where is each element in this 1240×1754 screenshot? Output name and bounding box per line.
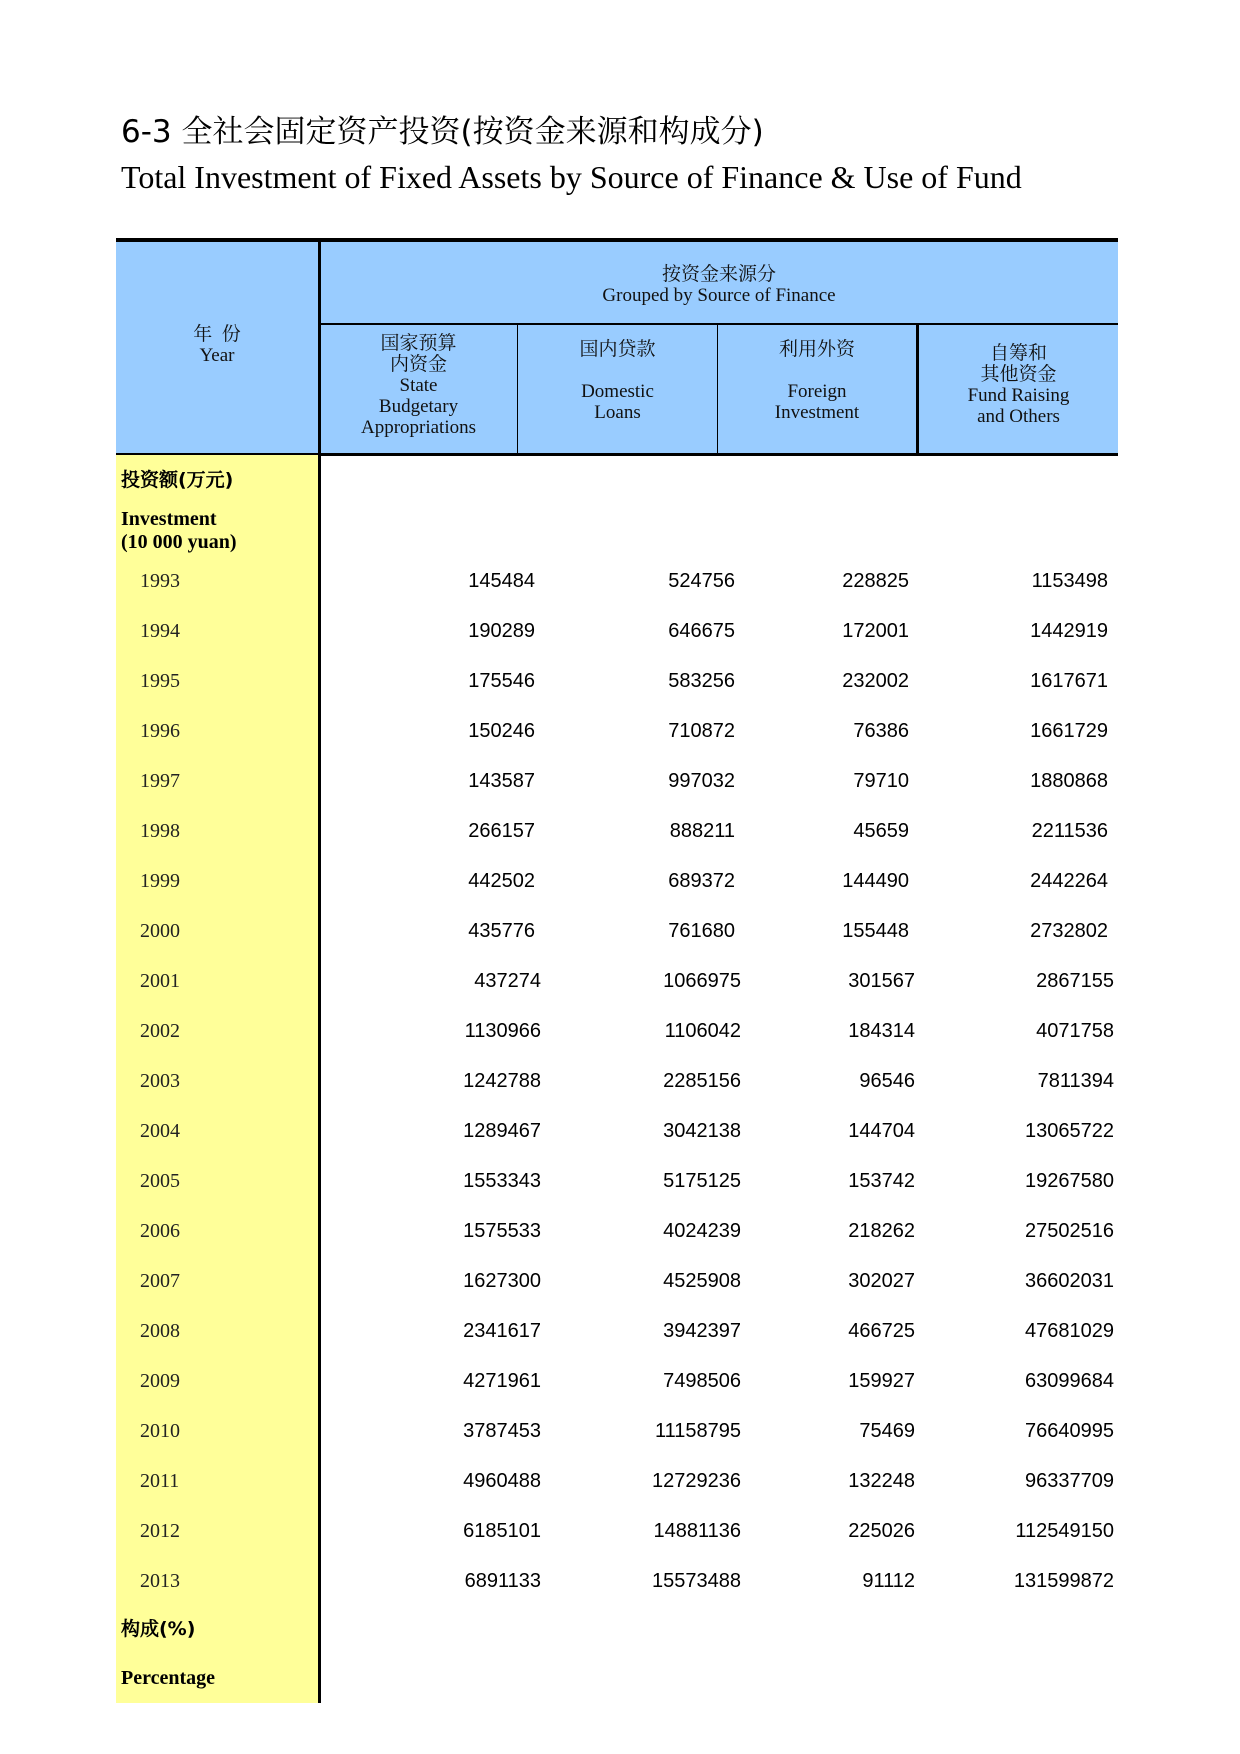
- cell-domestic-loans: 3042138: [663, 1120, 741, 1142]
- header-divider-group: [320, 323, 1118, 325]
- page-title-en: Total Investment of Fixed Assets by Source of Finance & Use of Fund: [121, 159, 1022, 195]
- row-year: 2000: [140, 920, 180, 942]
- cell-state-budget: 1130966: [464, 1020, 541, 1042]
- header-col1-cn2: 内资金: [389, 354, 447, 375]
- cell-state-budget: 3787453: [463, 1420, 541, 1442]
- cell-foreign-investment: 172001: [842, 620, 909, 642]
- header-year-en: Year: [199, 345, 235, 366]
- table-row: [116, 969, 1118, 1019]
- cell-foreign-investment: 75469: [859, 1420, 915, 1442]
- header-source-group: [320, 242, 1118, 324]
- cell-domestic-loans: 761680: [668, 920, 735, 942]
- table-row: [116, 1419, 1118, 1469]
- cell-domestic-loans: 11158795: [654, 1420, 741, 1442]
- cell-domestic-loans: 2285156: [663, 1070, 741, 1092]
- title-cn-text: 全社会固定资产投资(按资金来源和构成分): [181, 114, 764, 150]
- cell-fund-raising: 13065722: [1025, 1120, 1114, 1142]
- cell-fund-raising: 2867155: [1036, 970, 1114, 992]
- cell-domestic-loans: 710872: [668, 720, 735, 742]
- cell-fund-raising: 7811394: [1037, 1070, 1114, 1092]
- cell-fund-raising: 36602031: [1025, 1270, 1114, 1292]
- cell-fund-raising: 131599872: [1013, 1570, 1114, 1592]
- table-row: [116, 1019, 1118, 1069]
- cell-domestic-loans: 5175125: [663, 1170, 741, 1192]
- row-year: 1998: [140, 820, 180, 842]
- row-year: 2010: [140, 1420, 180, 1442]
- header-divider-year: [318, 242, 321, 455]
- cell-domestic-loans: 888211: [669, 820, 735, 842]
- cell-domestic-loans: 7498506: [663, 1370, 741, 1392]
- table-row: [116, 719, 1118, 769]
- cell-foreign-investment: 466725: [848, 1320, 915, 1342]
- row-year: 2006: [140, 1220, 180, 1242]
- cell-domestic-loans: 646675: [668, 620, 735, 642]
- cell-fund-raising: 1153498: [1031, 570, 1108, 592]
- cell-state-budget: 6185101: [463, 1520, 541, 1542]
- cell-foreign-investment: 144704: [848, 1120, 915, 1142]
- cell-state-budget: 1627300: [463, 1270, 541, 1292]
- page-title-cn: [121, 112, 764, 152]
- header-col2-cn: 国内贷款: [579, 339, 656, 360]
- cell-fund-raising: 112549150: [1015, 1520, 1114, 1542]
- cell-state-budget: 437274: [474, 970, 541, 992]
- header-col2-en2: Loans: [594, 402, 641, 423]
- cell-domestic-loans: 15573488: [652, 1570, 741, 1592]
- row-year: 2002: [140, 1020, 180, 1042]
- cell-fund-raising: 96337709: [1025, 1470, 1114, 1492]
- table-row: [116, 669, 1118, 719]
- cell-foreign-investment: 228825: [842, 570, 909, 592]
- row-year: 2003: [140, 1070, 180, 1092]
- cell-state-budget: 145484: [468, 570, 535, 592]
- cell-domestic-loans: 583256: [668, 670, 735, 692]
- cell-state-budget: 190289: [468, 620, 535, 642]
- section-percentage-en: Percentage: [121, 1667, 216, 1689]
- cell-domestic-loans: 14881136: [653, 1520, 741, 1542]
- header-divider-col3: [916, 324, 919, 454]
- cell-fund-raising: 2211536: [1031, 820, 1108, 842]
- cell-state-budget: 1242788: [463, 1070, 541, 1092]
- header-state-budget: [320, 325, 517, 453]
- header-group-en: Grouped by Source of Finance: [602, 285, 836, 306]
- cell-fund-raising: 1442919: [1030, 620, 1108, 642]
- table-row: [116, 1569, 1118, 1619]
- cell-state-budget: 1553343: [463, 1170, 541, 1192]
- cell-state-budget: 1575533: [463, 1220, 541, 1242]
- cell-fund-raising: 2732802: [1030, 920, 1108, 942]
- row-year: 1997: [140, 770, 180, 792]
- header-col3-en1: Foreign: [787, 381, 847, 402]
- table-row: [116, 869, 1118, 919]
- cell-domestic-loans: 3942397: [663, 1320, 741, 1342]
- cell-foreign-investment: 302027: [848, 1270, 915, 1292]
- header-divider-col1: [517, 324, 518, 454]
- section-investment-en2: (10 000 yuan): [121, 531, 237, 553]
- cell-fund-raising: 47681029: [1025, 1320, 1114, 1342]
- header-col4-cn1: 自筹和: [989, 343, 1047, 364]
- cell-domestic-loans: 12729236: [652, 1470, 741, 1492]
- header-col4-en1: Fund Raising: [967, 385, 1070, 406]
- cell-state-budget: 435776: [468, 920, 535, 942]
- row-year: 2012: [140, 1520, 180, 1542]
- cell-domestic-loans: 1106042: [664, 1020, 741, 1042]
- cell-fund-raising: 76640995: [1025, 1420, 1114, 1442]
- row-year: 2011: [140, 1470, 180, 1492]
- cell-state-budget: 6891133: [464, 1570, 541, 1592]
- table-number: 6-3: [121, 114, 172, 150]
- cell-foreign-investment: 96546: [859, 1070, 915, 1092]
- section-investment-en1: Investment: [121, 508, 217, 530]
- cell-domestic-loans: 4525908: [663, 1270, 741, 1292]
- cell-foreign-investment: 218262: [848, 1220, 915, 1242]
- cell-state-budget: 175546: [468, 670, 535, 692]
- table-row: [116, 1269, 1118, 1319]
- row-year: 2005: [140, 1170, 180, 1192]
- row-year: 2008: [140, 1320, 180, 1342]
- table-row: [116, 1219, 1118, 1269]
- cell-domestic-loans: 524756: [668, 570, 735, 592]
- header-col1-en2: Budgetary: [378, 396, 459, 417]
- cell-foreign-investment: 159927: [848, 1370, 915, 1392]
- cell-fund-raising: 2442264: [1030, 870, 1108, 892]
- table-row: [116, 1369, 1118, 1419]
- table-row: [116, 1119, 1118, 1169]
- header-col3-spacer: [718, 360, 916, 381]
- table-row: [116, 569, 1118, 619]
- cell-foreign-investment: 225026: [848, 1520, 915, 1542]
- cell-foreign-investment: 132248: [848, 1470, 915, 1492]
- table-row: [116, 919, 1118, 969]
- header-col1-en1: State: [399, 375, 438, 396]
- cell-fund-raising: 27502516: [1025, 1220, 1114, 1242]
- cell-domestic-loans: 4024239: [663, 1220, 741, 1242]
- header-col2-en1: Domestic: [581, 381, 654, 402]
- cell-state-budget: 150246: [468, 720, 535, 742]
- header-col4-en2: and Others: [977, 406, 1060, 427]
- header-col3-en2: Investment: [774, 402, 860, 423]
- row-year: 1999: [140, 870, 180, 892]
- table-row: [116, 819, 1118, 869]
- cell-foreign-investment: 232002: [842, 670, 909, 692]
- cell-domestic-loans: 1066975: [663, 970, 741, 992]
- cell-fund-raising: 19267580: [1025, 1170, 1114, 1192]
- header-col1-cn1: 国家预算: [380, 333, 457, 354]
- header-year-cn: 年 份: [193, 324, 241, 345]
- header-fund-raising: [919, 325, 1118, 453]
- row-year: 2013: [140, 1570, 180, 1592]
- cell-domestic-loans: 997032: [668, 770, 735, 792]
- section-investment-cn: 投资额(万元): [121, 469, 234, 491]
- cell-foreign-investment: 155448: [842, 920, 909, 942]
- row-year: 2007: [140, 1270, 180, 1292]
- cell-fund-raising: 1880868: [1030, 770, 1108, 792]
- cell-state-budget: 442502: [468, 870, 535, 892]
- cell-state-budget: 266157: [468, 820, 535, 842]
- cell-state-budget: 4271961: [463, 1370, 541, 1392]
- cell-foreign-investment: 184314: [848, 1020, 915, 1042]
- cell-fund-raising: 4071758: [1036, 1020, 1114, 1042]
- cell-state-budget: 2341617: [463, 1320, 541, 1342]
- cell-foreign-investment: 144490: [842, 870, 909, 892]
- section-percentage-cn: 构成(%): [121, 1618, 196, 1640]
- cell-foreign-investment: 45659: [853, 820, 909, 842]
- cell-state-budget: 143587: [468, 770, 535, 792]
- header-domestic-loans: [518, 325, 717, 453]
- header-divider-col2: [717, 324, 718, 454]
- table-row: [116, 1469, 1118, 1519]
- table-row: [116, 769, 1118, 819]
- cell-foreign-investment: 91112: [862, 1570, 915, 1592]
- header-foreign-investment: [718, 325, 916, 453]
- cell-fund-raising: 1617671: [1030, 670, 1108, 692]
- table-row: [116, 1069, 1118, 1119]
- table-row: [116, 1319, 1118, 1369]
- header-col2-spacer: [518, 360, 717, 381]
- row-year: 1993: [140, 570, 180, 592]
- cell-domestic-loans: 689372: [668, 870, 735, 892]
- header-col1-en3: Appropriations: [360, 417, 477, 438]
- cell-foreign-investment: 79710: [853, 770, 909, 792]
- header-col3-cn: 利用外资: [778, 339, 855, 360]
- row-year: 1994: [140, 620, 180, 642]
- row-year: 2004: [140, 1120, 180, 1142]
- table-row: [116, 1519, 1118, 1569]
- table-row: [116, 619, 1118, 669]
- cell-state-budget: 4960488: [463, 1470, 541, 1492]
- header-group-cn: 按资金来源分: [661, 264, 776, 285]
- cell-foreign-investment: 153742: [848, 1170, 915, 1192]
- header-year: [116, 242, 318, 453]
- cell-fund-raising: 1661729: [1030, 720, 1108, 742]
- cell-fund-raising: 63099684: [1025, 1370, 1114, 1392]
- header-col4-cn2: 其他资金: [980, 364, 1057, 385]
- table-row: [116, 1169, 1118, 1219]
- row-year: 2001: [140, 970, 180, 992]
- row-year: 1995: [140, 670, 180, 692]
- cell-foreign-investment: 301567: [848, 970, 915, 992]
- row-year: 1996: [140, 720, 180, 742]
- cell-foreign-investment: 76386: [853, 720, 909, 742]
- cell-state-budget: 1289467: [463, 1120, 541, 1142]
- row-year: 2009: [140, 1370, 180, 1392]
